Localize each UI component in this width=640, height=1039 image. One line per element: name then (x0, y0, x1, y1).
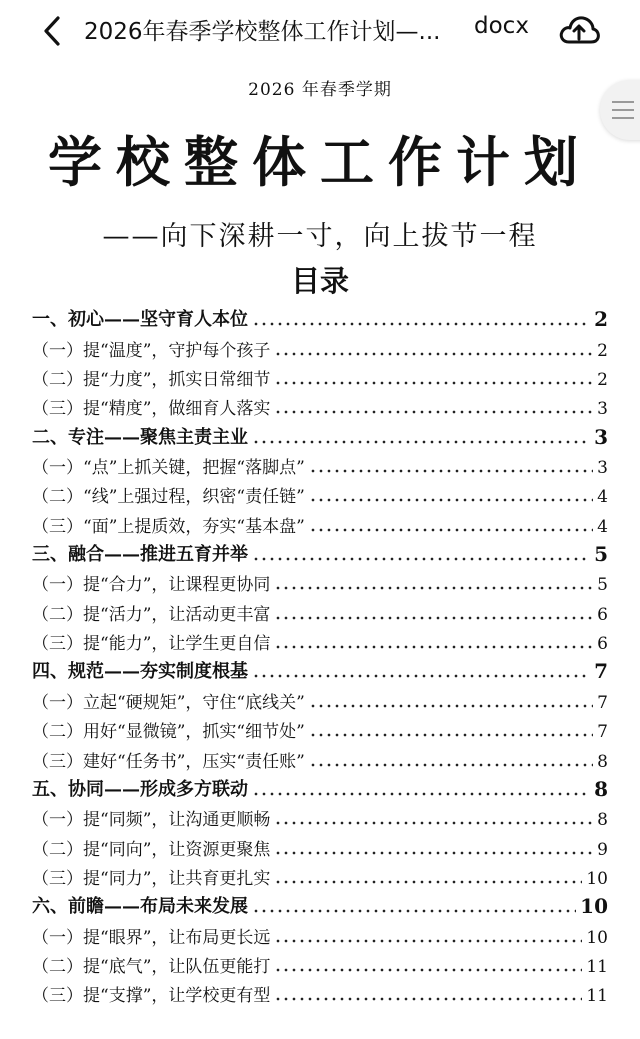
toc-subsection-entry[interactable] (32, 742, 608, 771)
toc-dot-leader (274, 865, 582, 885)
toc-subsection-entry[interactable] (32, 918, 608, 947)
toc-page-number: 10 (586, 868, 608, 889)
toc-dot-leader (252, 659, 590, 679)
toc-entry-label: 六、前瞻——布局未来发展 (32, 896, 248, 918)
toc-subsection-entry[interactable] (32, 507, 608, 536)
toc-page-number: 7 (597, 692, 608, 713)
toc-page-number: 4 (597, 487, 608, 508)
hamburger-menu-icon (612, 117, 634, 119)
toc-entry-label: 五、协同——形成多方联动 (32, 778, 248, 800)
toc-page-number: 3 (597, 458, 608, 479)
toc-entry-label: （二）提“活力”，让活动更丰富 (32, 604, 271, 625)
toc-subsection-entry[interactable] (32, 625, 608, 654)
toc-dot-leader (309, 454, 593, 474)
toc-section-entry[interactable] (32, 654, 608, 683)
toc-subsection-entry[interactable] (32, 449, 608, 478)
toc-page-number: 6 (597, 634, 608, 655)
toc-dot-leader (252, 307, 590, 327)
toc-page-number: 4 (597, 516, 608, 537)
page-title: 学校整体工作计划 (48, 130, 592, 194)
toc-entry-label: （三）提“同力”，让共育更扎实 (32, 868, 271, 889)
toc-subsection-entry[interactable] (32, 713, 608, 742)
top-bar (0, 0, 640, 60)
toc-subsection-entry[interactable] (32, 830, 608, 859)
toc-subsection-entry[interactable] (32, 948, 608, 977)
toc-subsection-entry[interactable] (32, 801, 608, 830)
toc-page-number: 10 (580, 894, 608, 919)
toc-dot-leader (274, 630, 593, 650)
toc-subsection-entry[interactable] (32, 595, 608, 624)
toc-entry-label: 三、融合——推进五育并举 (32, 544, 248, 566)
hamburger-menu-icon (612, 101, 634, 103)
toc-page-number: 6 (597, 604, 608, 625)
toc-entry-label: （一）提“合力”，让课程更协同 (32, 575, 271, 596)
toc-dot-leader (274, 337, 593, 357)
toc-entry-label: （二）提“底气”，让队伍更能打 (32, 956, 271, 977)
toc-entry-label: 二、专注——聚焦主责主业 (32, 426, 248, 448)
toc-entry-label: （三）建好“任务书”，压实“责任账” (32, 751, 305, 772)
toc-section-entry[interactable] (32, 889, 608, 918)
toc-dot-leader (309, 483, 593, 503)
toc-section-entry[interactable] (32, 302, 608, 331)
toc-heading: 目录 (290, 264, 349, 298)
semester-label: 2026 年春季学期 (248, 80, 392, 100)
cloud-upload-icon[interactable] (558, 12, 600, 50)
toc-dot-leader (309, 748, 593, 768)
toc-page-number: 5 (594, 542, 608, 567)
toc-subsection-entry[interactable] (32, 977, 608, 1006)
file-extension: docx (474, 13, 529, 39)
table-of-contents (32, 302, 608, 1006)
toc-dot-leader (252, 894, 576, 914)
toc-page-number: 7 (597, 722, 608, 743)
toc-entry-label: （三）提“能力”，让学生更自信 (32, 634, 271, 655)
toc-page-number: 10 (586, 927, 608, 948)
toc-subsection-entry[interactable] (32, 331, 608, 360)
toc-page-number: 2 (594, 307, 608, 332)
toc-entry-label: 一、初心——坚守育人本位 (32, 309, 248, 331)
toc-entry-label: （二）提“力度”，抓实日常细节 (32, 370, 271, 391)
toc-page-number: 7 (594, 659, 608, 684)
toc-dot-leader (274, 395, 593, 415)
toc-entry-label: （三）提“精度”，做细育人落实 (32, 399, 271, 420)
toc-page-number: 2 (597, 370, 608, 391)
toc-dot-leader (274, 806, 593, 826)
toc-dot-leader (274, 601, 593, 621)
toc-entry-label: （二）用好“显微镜”，抓实“细节处” (32, 722, 305, 743)
toc-subsection-entry[interactable] (32, 683, 608, 712)
toc-dot-leader (274, 571, 593, 591)
toc-dot-leader (274, 366, 593, 386)
toc-subsection-entry[interactable] (32, 478, 608, 507)
toc-page-number: 8 (597, 810, 608, 831)
toc-page-number: 8 (597, 751, 608, 772)
toc-page-number: 5 (597, 575, 608, 596)
toc-dot-leader (274, 924, 582, 944)
toc-entry-label: （一）提“温度”，守护每个孩子 (32, 340, 271, 361)
toc-entry-label: （三）提“支撑”，让学校更有型 (32, 986, 271, 1007)
hamburger-menu-icon (612, 109, 634, 111)
toc-page-number: 11 (586, 956, 608, 977)
toc-entry-label: （一）提“同频”，让沟通更顺畅 (32, 810, 271, 831)
document-title: 2026年春季学校整体工作计划—... (84, 19, 441, 45)
back-chevron-icon[interactable] (38, 14, 68, 48)
toc-dot-leader (252, 425, 590, 445)
toc-page-number: 11 (586, 986, 608, 1007)
toc-entry-label: （一）提“眼界”，让布局更长远 (32, 927, 271, 948)
toc-section-entry[interactable] (32, 537, 608, 566)
toc-subsection-entry[interactable] (32, 860, 608, 889)
toc-dot-leader (309, 513, 593, 533)
toc-entry-label: （二）“线”上强过程，织密“责任链” (32, 487, 305, 508)
toc-entry-label: （三）“面”上提质效，夯实“基本盘” (32, 516, 305, 537)
toc-entry-label: 四、规范——夯实制度根基 (32, 661, 248, 683)
subtitle: ——向下深耕一寸，向上拔节一程 (102, 221, 538, 252)
toc-subsection-entry[interactable] (32, 361, 608, 390)
toc-subsection-entry[interactable] (32, 390, 608, 419)
toc-dot-leader (274, 953, 582, 973)
toc-page-number: 8 (594, 776, 608, 801)
toc-subsection-entry[interactable] (32, 566, 608, 595)
toc-page-number: 3 (594, 424, 608, 449)
toc-dot-leader (309, 689, 593, 709)
toc-dot-leader (274, 836, 593, 856)
toc-dot-leader (252, 777, 590, 797)
toc-page-number: 3 (597, 399, 608, 420)
toc-section-entry[interactable] (32, 419, 608, 448)
toc-entry-label: （一）立起“硬规矩”，守住“底线关” (32, 692, 305, 713)
toc-dot-leader (252, 542, 590, 562)
toc-dot-leader (309, 718, 593, 738)
toc-entry-label: （一）“点”上抓关键，把握“落脚点” (32, 458, 305, 479)
toc-entry-label: （二）提“同向”，让资源更聚焦 (32, 839, 271, 860)
toc-page-number: 9 (597, 839, 608, 860)
toc-page-number: 2 (597, 340, 608, 361)
toc-dot-leader (274, 982, 582, 1002)
toc-section-entry[interactable] (32, 772, 608, 801)
